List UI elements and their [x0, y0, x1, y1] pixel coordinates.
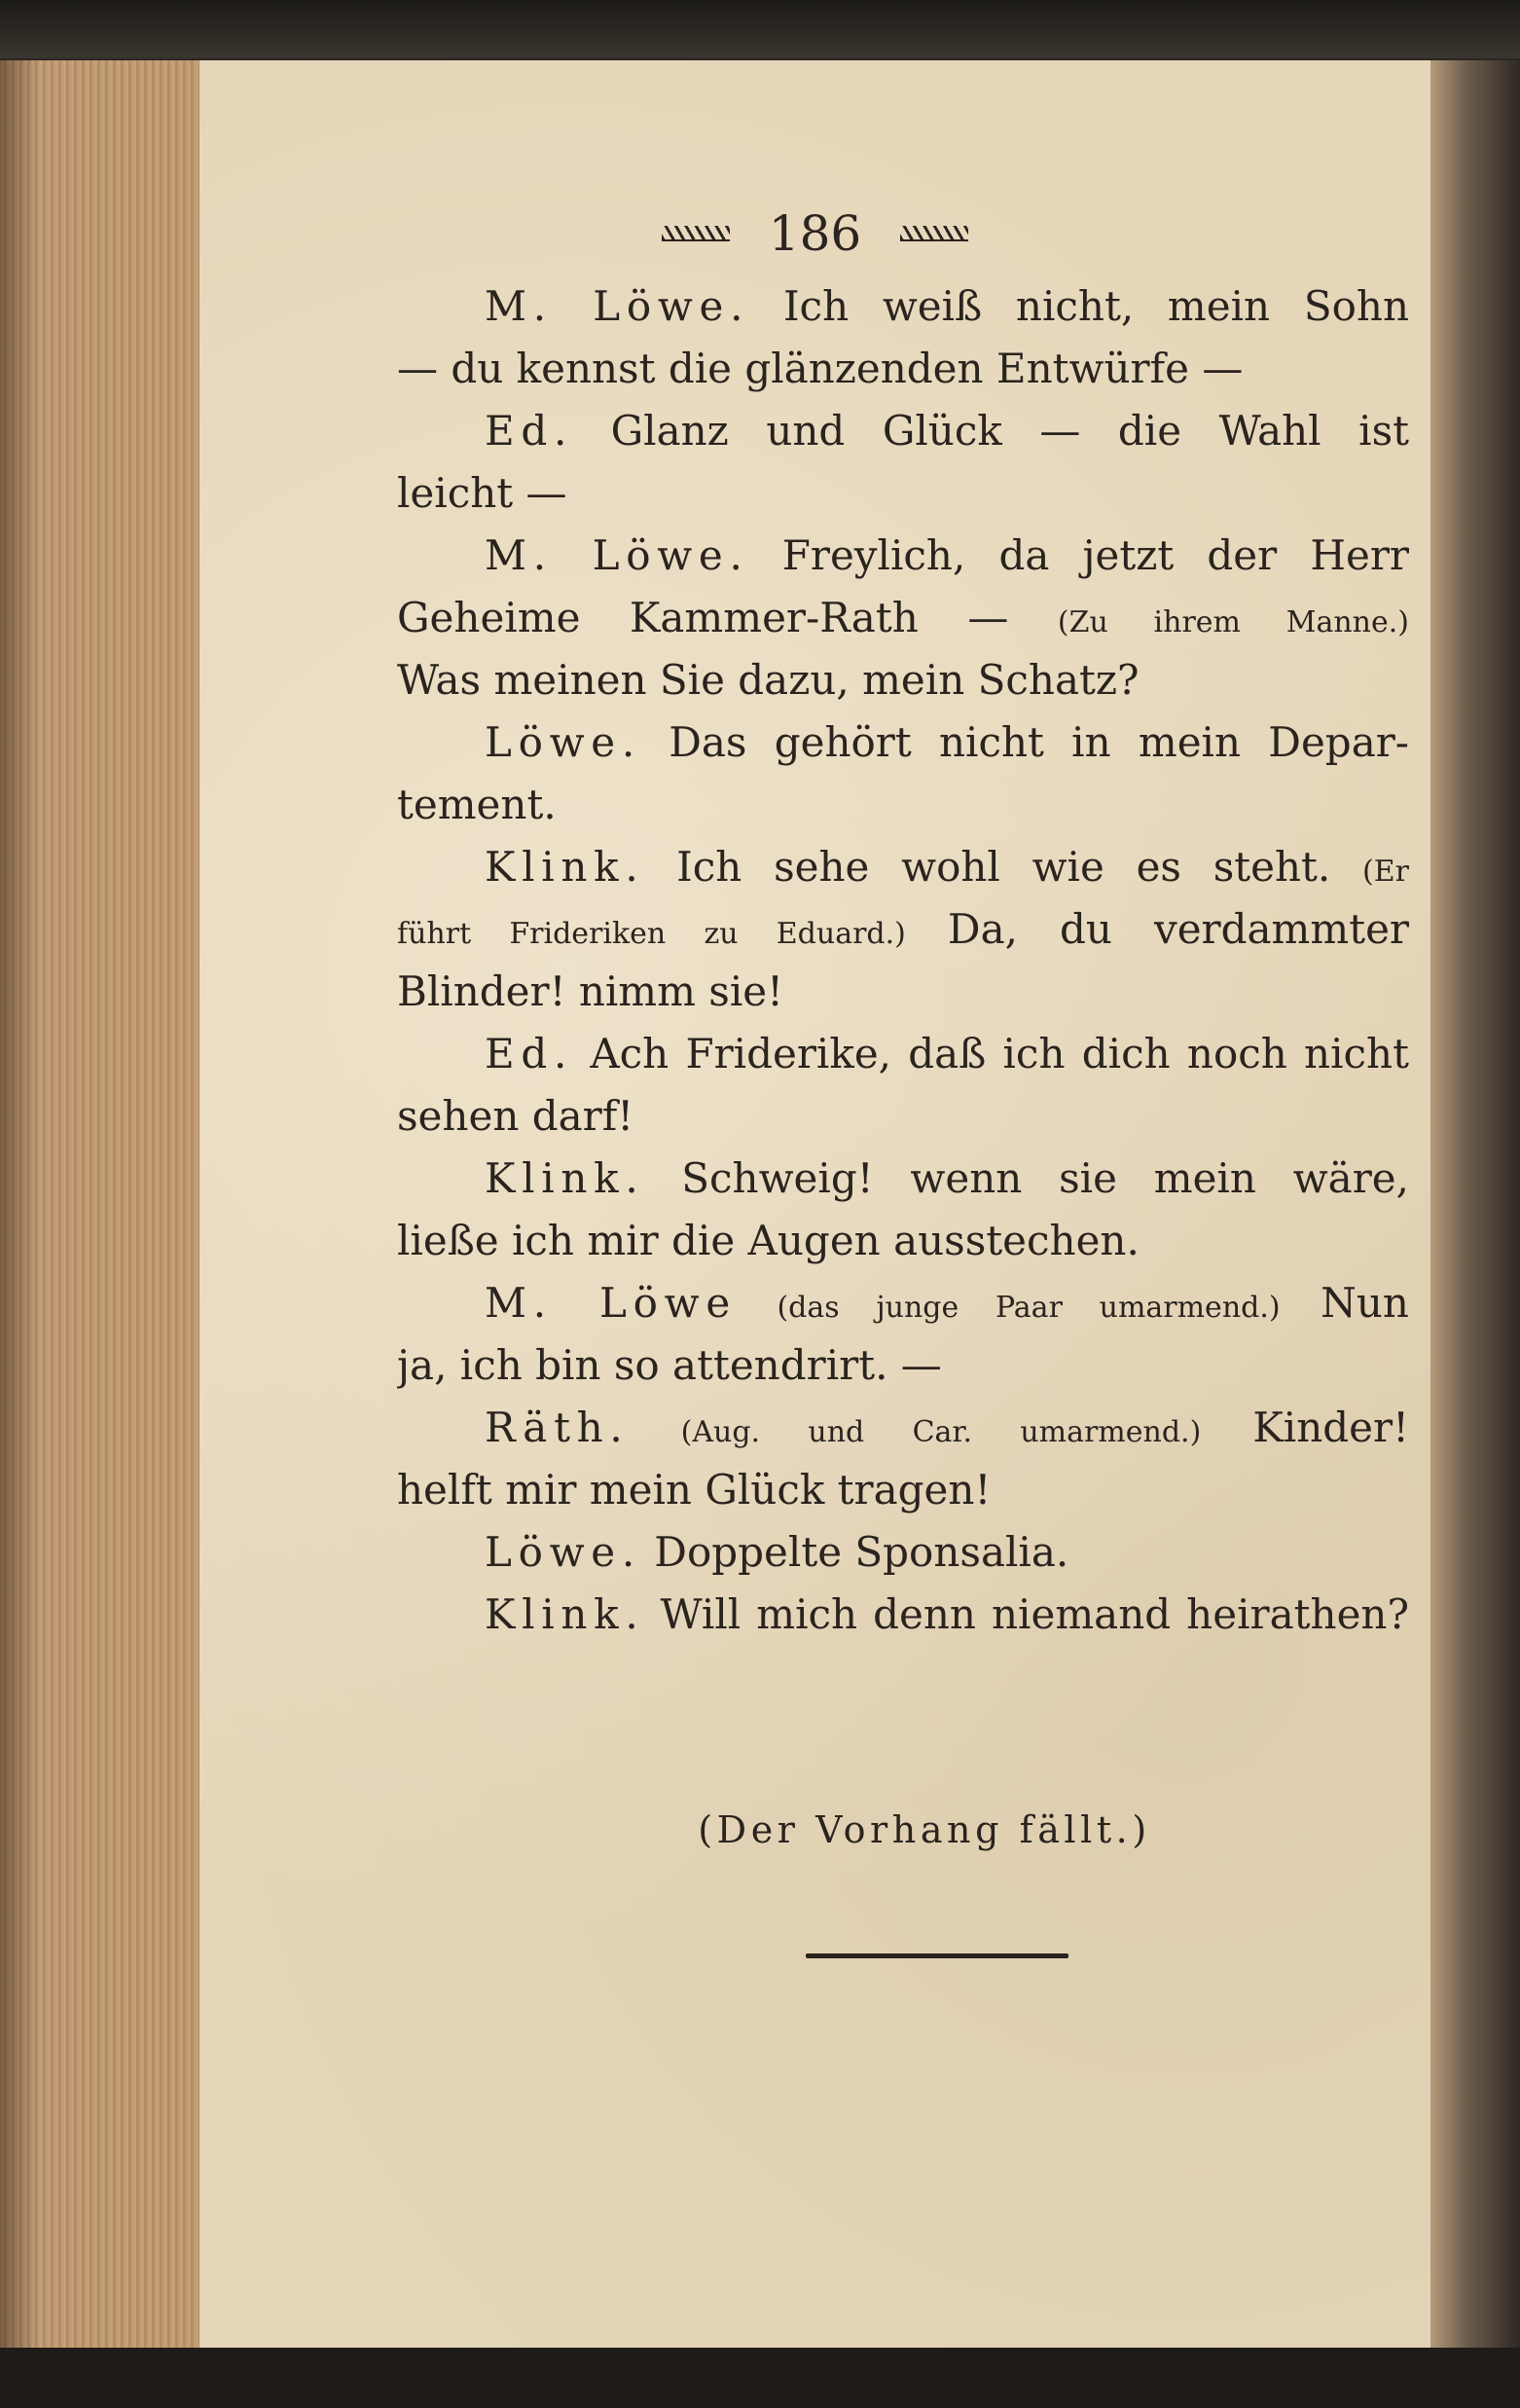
text-line [397, 462, 1409, 525]
page-number: 186 [768, 205, 862, 262]
line-text: helft mir mein Glück tragen! [397, 1466, 992, 1514]
text-line [397, 1334, 1409, 1397]
text-line [397, 1272, 1409, 1334]
stage-direction: (Zu ihrem Manne.) [1057, 605, 1409, 639]
line-text: Nun [1321, 1279, 1409, 1327]
speaker-name: M. Löwe. [485, 282, 750, 330]
line-text: — du kennst die glänzenden Entwürfe — [397, 345, 1244, 392]
line-text: Glanz und Glück — die Wahl ist [610, 407, 1409, 455]
line-text: Kinder! [1252, 1404, 1409, 1451]
text-line [397, 1023, 1409, 1085]
line-text: Blinder! nimm sie! [397, 967, 784, 1015]
text-line [397, 400, 1409, 462]
play-text [397, 275, 1409, 1646]
line-text: Ich weiß nicht, mein Sohn [782, 282, 1409, 330]
text-line [397, 338, 1409, 400]
stage-direction: (Aug. und Car. umarmend.) [680, 1415, 1202, 1449]
text-line [397, 649, 1409, 711]
text-line [397, 1148, 1409, 1210]
speaker-name: Ed. [485, 407, 574, 455]
closing-rule [806, 1953, 1068, 1958]
curtain-direction: (Der Vorhang fällt.) [698, 1808, 1151, 1851]
speaker-name: Räth. [485, 1404, 630, 1451]
text-line [397, 275, 1409, 338]
line-text: Schweig! wenn sie mein wäre, [681, 1154, 1409, 1202]
text-line [397, 587, 1409, 649]
book-binding-edge [1430, 60, 1520, 2348]
left-ornament [662, 226, 730, 241]
line-text: sehen darf! [397, 1092, 634, 1140]
line-text: Das gehört nicht in mein Depar- [669, 718, 1409, 766]
speaker-name: M. Löwe [485, 1279, 737, 1327]
page-edges-shadow [0, 60, 39, 2348]
line-text: Da, du verdammter [947, 905, 1409, 953]
speaker-name: Löwe. [485, 1528, 641, 1576]
stage-direction: (das junge Paar umarmend.) [777, 1291, 1281, 1325]
line-text: Ich sehe wohl wie es steht. [676, 843, 1331, 891]
speaker-name: Ed. [485, 1030, 574, 1077]
speaker-name: Löwe. [485, 718, 641, 766]
text-line [397, 961, 1409, 1023]
text-line [397, 1085, 1409, 1148]
line-text: Was meinen Sie dazu, mein Schatz? [397, 656, 1140, 704]
line-text: ließe ich mir die Augen ausstechen. [397, 1217, 1140, 1264]
text-line [397, 1584, 1409, 1646]
line-text: Doppelte Sponsalia. [654, 1528, 1069, 1576]
line-text: Ach Friderike, daß ich dich noch nicht [590, 1030, 1409, 1077]
text-line [397, 1521, 1409, 1584]
speaker-name: M. Löwe. [485, 531, 749, 579]
line-text: leicht — [397, 469, 567, 517]
text-line [397, 1397, 1409, 1459]
speaker-name: Klink. [485, 1154, 645, 1202]
line-text: Geheime Kammer-Rath — [397, 594, 1009, 641]
page-header [199, 200, 1430, 268]
text-line [397, 836, 1409, 898]
text-line [397, 525, 1409, 587]
speaker-name: Klink. [485, 1590, 645, 1638]
line-text: tement. [397, 781, 557, 828]
right-ornament [900, 226, 968, 241]
text-line [397, 711, 1409, 774]
book-top-edge [0, 0, 1520, 58]
text-line [397, 1210, 1409, 1272]
speaker-name: Klink. [485, 843, 645, 891]
line-text: Freylich, da jetzt der Herr [781, 531, 1409, 579]
book-bottom-edge [0, 2348, 1520, 2408]
stage-direction: (Er [1362, 855, 1409, 889]
stage-direction: führt Frideriken zu Eduard.) [397, 917, 906, 951]
text-line [397, 774, 1409, 836]
text-line [397, 898, 1409, 961]
line-text: ja, ich bin so attendrirt. — [397, 1341, 942, 1389]
line-text: Will mich denn niemand heirathen? [660, 1590, 1409, 1638]
text-line [397, 1459, 1409, 1521]
